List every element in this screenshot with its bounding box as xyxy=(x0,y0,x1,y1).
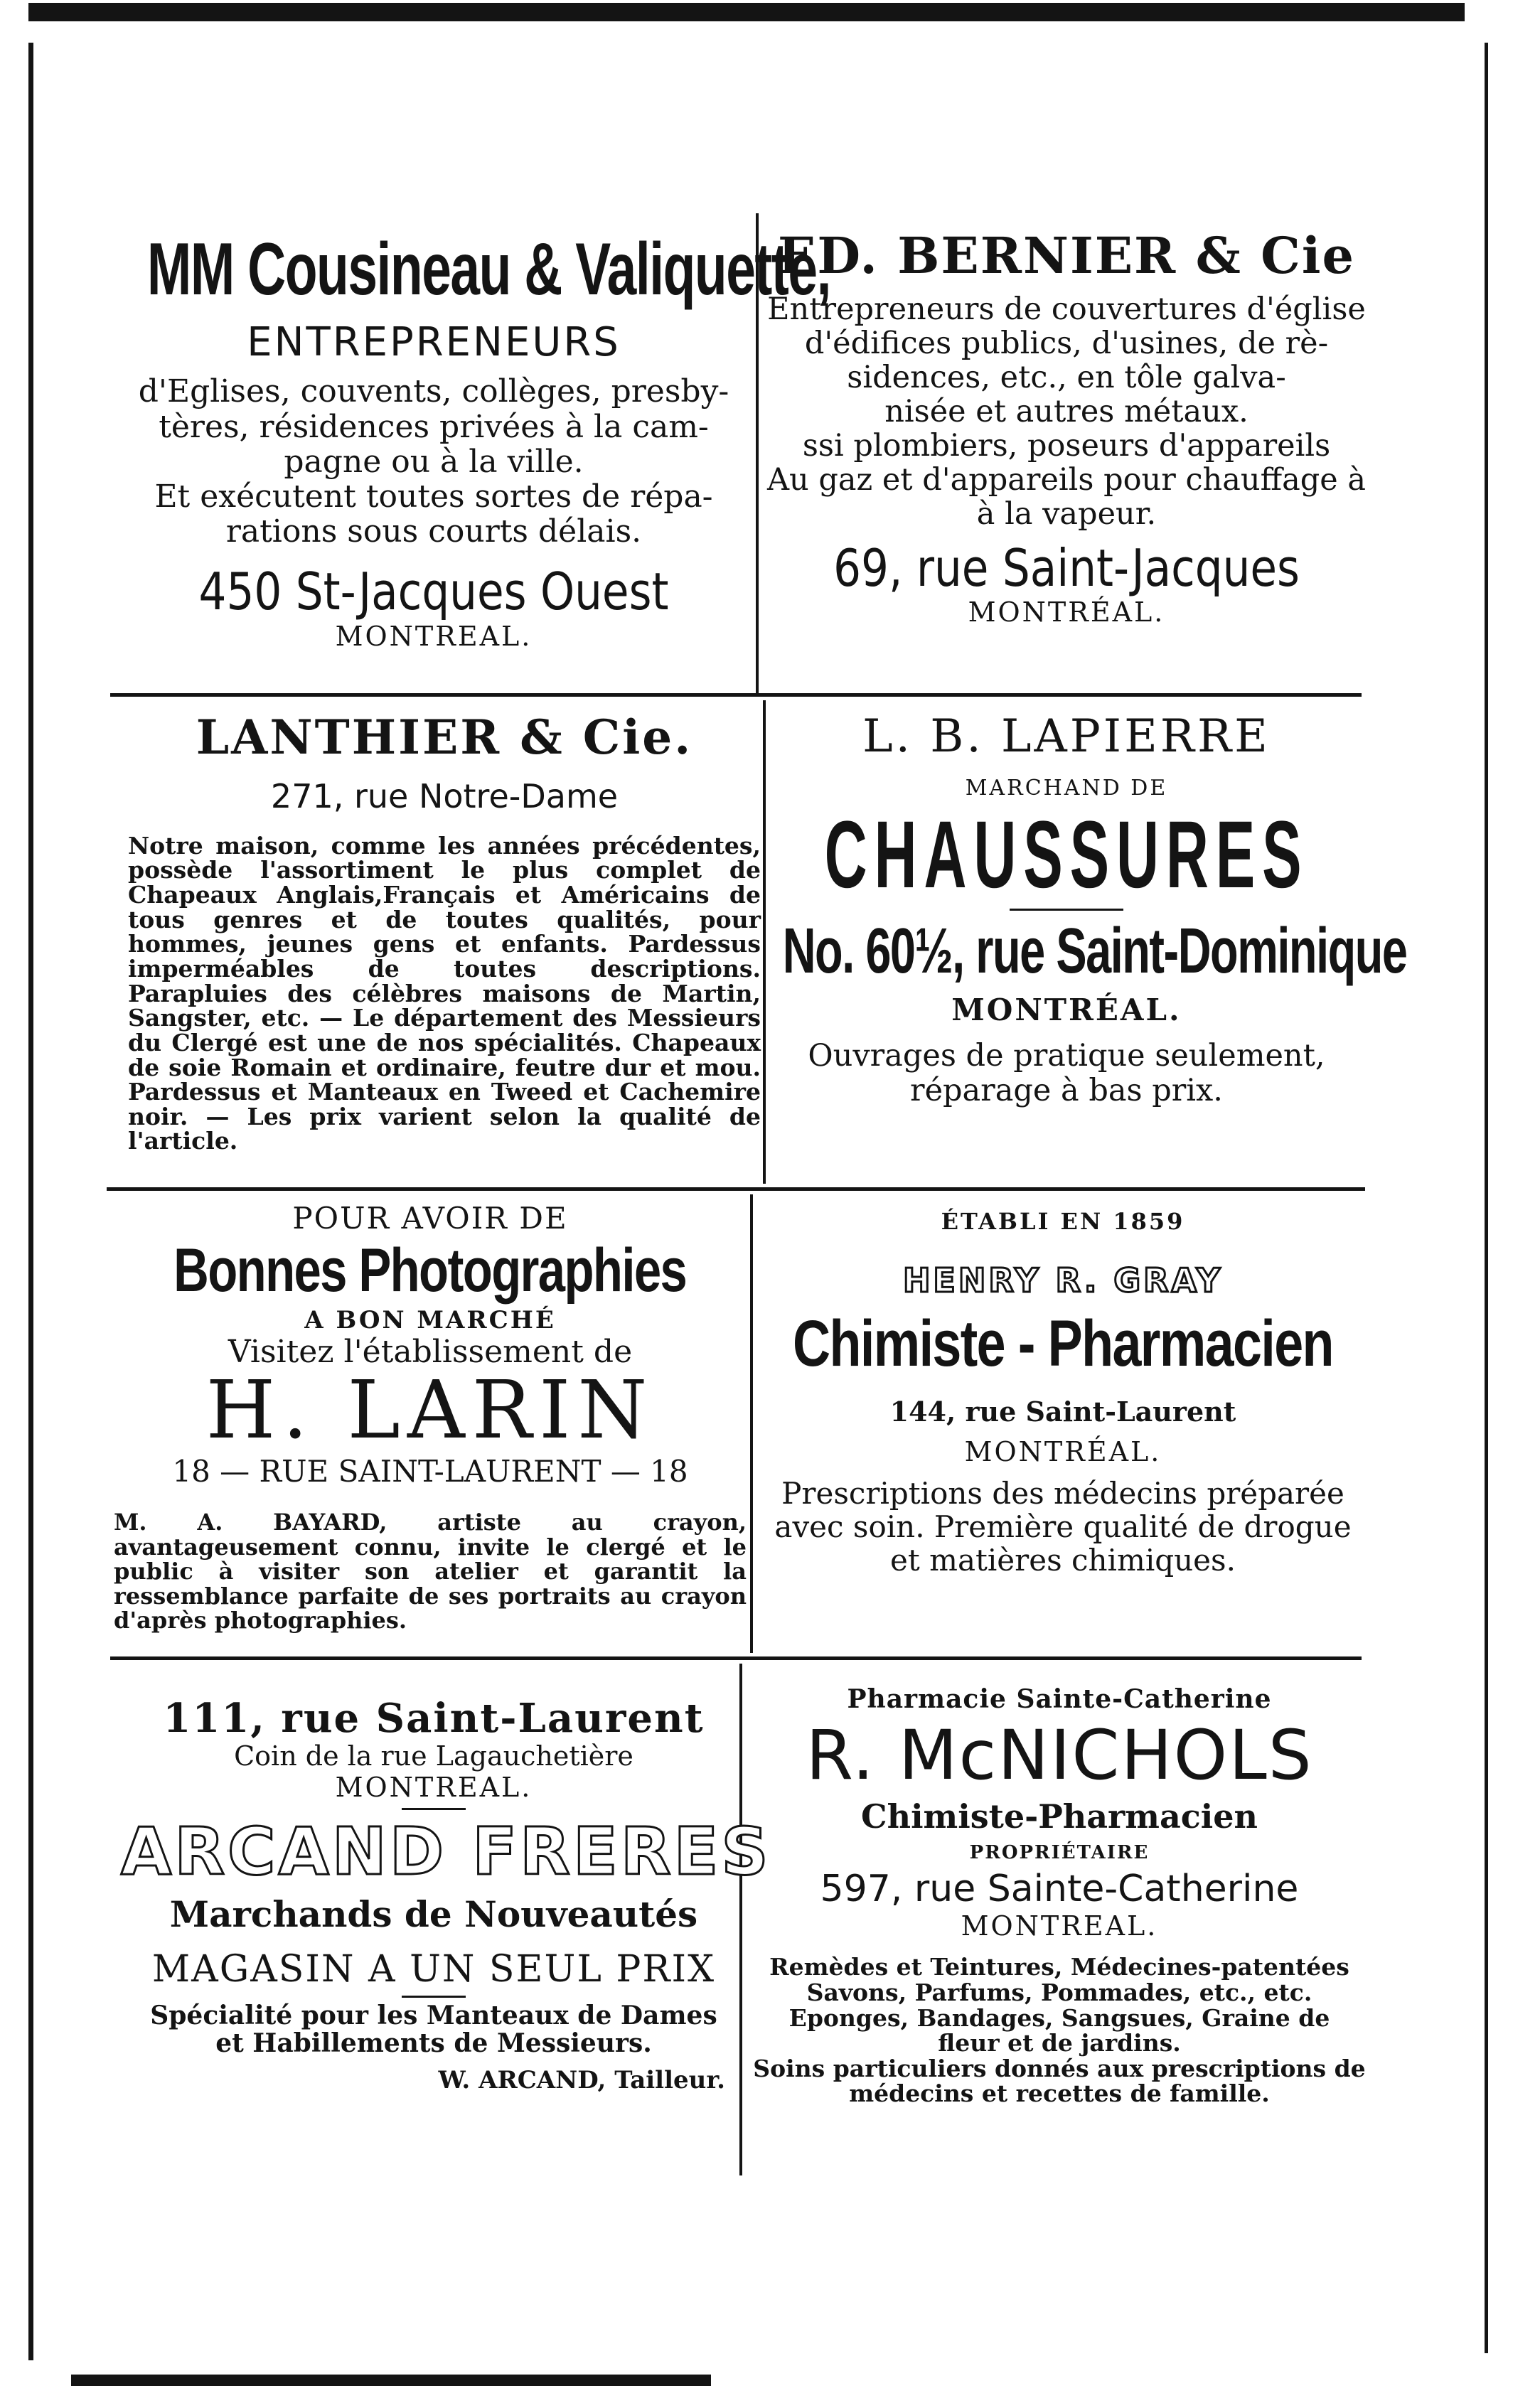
ad-bernier-city: MONTRÉAL. xyxy=(968,596,1165,628)
ad-gray-address: 144, rue Saint-Laurent xyxy=(889,1395,1236,1428)
ad-gray xyxy=(757,1209,1369,1577)
ad-lapierre-product: CHAUSSURES xyxy=(824,802,1309,909)
ad-lapierre xyxy=(768,710,1407,1108)
bottom-border xyxy=(71,2375,711,2386)
ad-bernier xyxy=(764,228,1369,628)
ad-lapierre-city: MONTRÉAL. xyxy=(951,992,1182,1028)
ad-bernier-name: ED. BERNIER & Cie xyxy=(777,226,1356,285)
ad-larin-name: H. LARIN xyxy=(205,1364,655,1457)
ad-mcnichols-pharmacy: Pharmacie Sainte-Catherine xyxy=(847,1684,1272,1714)
ad-cousineau-address: 450 St-Jacques Ouest xyxy=(198,561,669,621)
ad-cousineau-city: MONTREAL. xyxy=(335,620,533,652)
row-divider-3 xyxy=(110,1656,1362,1660)
ad-arcand-tailor: W. ARCAND, Tailleur. xyxy=(438,2066,725,2095)
ad-mcnichols-trade: Chimiste-Pharmacien xyxy=(861,1797,1258,1836)
ad-bernier-body: Entrepreneurs de couvertures d'église d'édifices publics, d'usines, de rè- sidences, etc., en tôle galva- nisée et autres métaux. ssi plombiers, poseurs d'appareils Au gaz et d'appareils pour chauffage à à la vapeur. xyxy=(766,291,1367,532)
ad-lanthier-name: LANTHIER & Cie. xyxy=(196,710,693,765)
ad-cousineau-trade: ENTREPRENEURS xyxy=(247,319,621,365)
ad-cousineau xyxy=(121,228,830,652)
row-divider-1 xyxy=(110,693,1362,697)
ad-lapierre-body: Ouvrages de pratique seulement, réparage à bas prix. xyxy=(808,1038,1325,1108)
ad-larin-sub: A BON MARCHÉ xyxy=(304,1306,556,1335)
ad-lapierre-trade: MARCHAND DE xyxy=(965,775,1168,801)
ad-larin-intro: POUR AVOIR DE xyxy=(292,1201,568,1236)
right-border xyxy=(1485,43,1488,2353)
ad-gray-name: HENRY R. GRAY xyxy=(902,1260,1224,1300)
ad-mcnichols-body: Remèdes et Teintures, Médecines-patentées Savons, Parfums, Pommades, etc., etc. Eponges, Bandages, Sangsues, Graine de fleur et de jardins. Soins particuliers donnés aux prescriptions de médecins et recettes de famille. xyxy=(753,1953,1366,2108)
ad-arcand-slogan: MAGASIN A UN SEUL PRIX xyxy=(151,1948,716,1991)
ad-arcand-rule-2 xyxy=(402,1996,466,1998)
ad-arcand-corner: Coin de la rue Lagauchetière xyxy=(234,1740,633,1772)
ad-mcnichols-address: 597, rue Sainte-Catherine xyxy=(820,1867,1299,1910)
ad-mcnichols-city: MONTREAL. xyxy=(961,1910,1158,1942)
ad-larin-visit: Visitez l'établissement de xyxy=(228,1334,633,1371)
ad-mcnichols-role: PROPRIÉTAIRE xyxy=(969,1841,1150,1863)
ad-lapierre-address: No. 60½, rue Saint-Dominique xyxy=(782,916,1407,987)
top-border xyxy=(28,3,1465,21)
ad-arcand-name: ARCAND FRERES xyxy=(121,1813,771,1890)
col-divider-2 xyxy=(763,700,766,1184)
ad-cousineau-name: MM Cousineau & Valiquette, xyxy=(146,228,830,311)
ad-larin-headline: Bonnes Photographies xyxy=(173,1236,687,1305)
ad-arcand-city: MONTREAL. xyxy=(335,1772,533,1804)
ad-lapierre-name: L. B. LAPIERRE xyxy=(862,710,1271,763)
ad-mcnichols-name: R. McNICHOLS xyxy=(806,1715,1313,1796)
ad-larin xyxy=(114,1201,747,1633)
ad-gray-body: Prescriptions des médecins préparée avec soin. Première qualité de drogue et matières chimiques. xyxy=(774,1476,1352,1578)
col-divider-3 xyxy=(750,1194,753,1653)
ad-arcand-rule-1 xyxy=(402,1808,466,1810)
ad-arcand xyxy=(121,1695,771,2095)
ad-bernier-address: 69, rue Saint-Jacques xyxy=(833,537,1300,598)
ad-gray-city: MONTRÉAL. xyxy=(964,1436,1162,1468)
ad-larin-address: 18 — RUE SAINT-LAURENT — 18 xyxy=(172,1453,688,1489)
row-divider-2 xyxy=(107,1187,1365,1191)
ad-gray-trade: Chimiste - Pharmacien xyxy=(793,1307,1333,1380)
ad-larin-body: M. A. BAYARD, artiste au crayon, avantageusement connu, invite le clergé et le public à visiter son atelier et garantit la ressemblance parfaite de ses portraits au crayon d'après photographies. xyxy=(114,1509,747,1634)
ad-arcand-body: Spécialité pour les Manteaux de Dames et Habillements de Messieurs. xyxy=(150,2000,717,2059)
ad-cousineau-body: d'Eglises, couvents, collèges, presby- tères, résidences privées à la cam- pagne ou à la ville. Et exécutent toutes sortes de répa- rations sous courts délais. xyxy=(138,373,729,550)
ad-arcand-address: 111, rue Saint-Laurent xyxy=(163,1695,705,1742)
ad-lanthier-body: Notre maison, comme les années précédentes, possède l'assortiment le plus complet de Chapeaux Anglais,Français et Américains de tous genres et de toutes qualités, pour hommes, jeunes gens et enfants. Pardessus imperméables de toutes descriptions. Parapluies des célèbres maisons de Martin, Sangster, etc. — Le département des Messieurs du Clergé est une de nos spécialités. Chapeaux de soie Romain et ordinaire, feutre dur et mou. Pardessus et Manteaux en Tweed et Cachemire noir. — Les prix varient selon la qualité de l'article. xyxy=(128,831,761,1155)
left-border xyxy=(28,43,33,2360)
ad-lanthier xyxy=(128,711,761,1154)
ad-arcand-trade: Marchands de Nouveautés xyxy=(169,1893,698,1935)
ad-lanthier-address: 271, rue Notre-Dame xyxy=(270,776,619,815)
ad-mcnichols xyxy=(747,1685,1372,2107)
ad-gray-est: ÉTABLI EN 1859 xyxy=(941,1208,1185,1235)
